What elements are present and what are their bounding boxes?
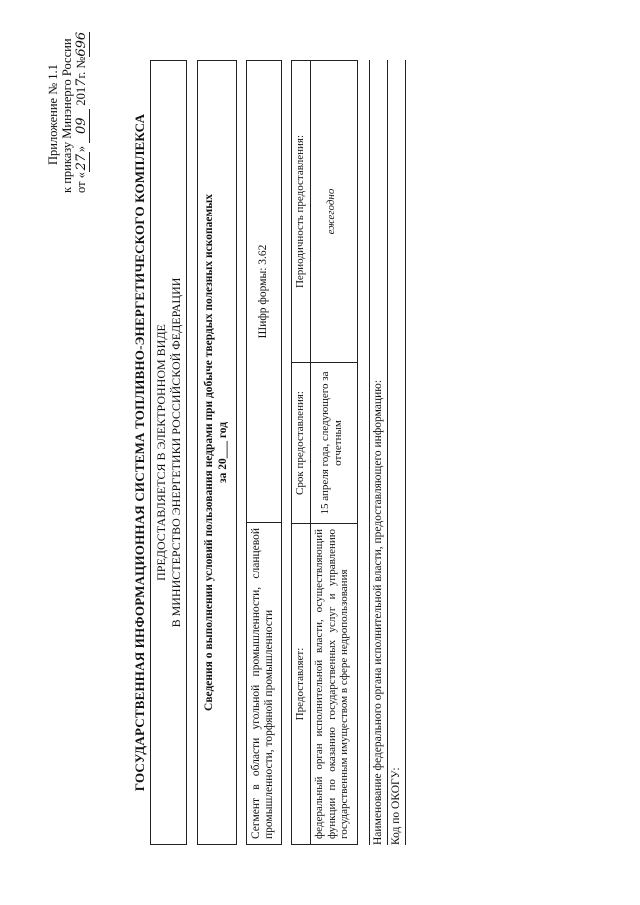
table-header-row xyxy=(292,61,311,845)
cell-provider: федеральный орган исполнительной власти, осуществляющий функции по оказанию государственных услуг и управлению государственным имуществом в сфере недропользования xyxy=(311,524,358,845)
report-title-box xyxy=(197,60,237,845)
appendix-order: к приказу Минэнерго России xyxy=(60,38,74,193)
header-deadline: Срок предоставления: xyxy=(292,363,311,524)
bottom-divider xyxy=(405,60,406,845)
report-year: за 20___ год xyxy=(217,421,229,484)
segment-text: Сегмент в области угольной промышленности, сланцевой промышленности, торфяной промышленности xyxy=(247,522,281,844)
org-name-line xyxy=(369,60,384,845)
org-name-label: Наименование федерального органа исполнительной власти, предоставляющего информацию: xyxy=(372,379,384,845)
okogu-label: Код по ОКОГУ: xyxy=(390,767,402,845)
segment-box xyxy=(246,60,282,845)
header-provider: Предоставляет: xyxy=(292,524,311,845)
order-number: 696 xyxy=(74,31,89,57)
submission-table xyxy=(291,60,358,845)
submission-line-1: ПРЕДОСТАВЛЯЕТСЯ В ЭЛЕКТРОННОМ ВИДЕ xyxy=(154,324,168,581)
okogu-line xyxy=(387,60,402,845)
header-periodicity: Периодичность предоставления: xyxy=(292,61,311,363)
report-title: Сведения о выполнении условий пользования недрами при добыче твердых полезных ископаемых xyxy=(203,194,215,711)
date-year-digit: 7 xyxy=(74,78,89,87)
date-month: 09 xyxy=(75,109,90,143)
cell-periodicity: ежегодно xyxy=(311,61,358,363)
submission-box xyxy=(150,60,187,845)
appendix-number: Приложение № 1.1 xyxy=(46,64,60,165)
date-day: 27 xyxy=(74,153,89,171)
form-code: Шифр формы: 3.62 xyxy=(257,244,269,339)
cell-deadline: 15 апреля года, следующего за отчетным xyxy=(311,363,358,524)
appendix-header xyxy=(46,3,90,193)
page-title: ГОСУДАРСТВЕННАЯ ИНФОРМАЦИОННАЯ СИСТЕМА ТОПЛИВНО-ЭНЕРГЕТИЧЕСКОГО КОМПЛЕКСА xyxy=(132,113,147,792)
submission-line-2: В МИНИСТЕРСТВО ЭНЕРГЕТИКИ РОССИЙСКОЙ ФЕДЕРАЦИИ xyxy=(169,277,183,628)
appendix-date: от «27» 09 2017г. №696 xyxy=(74,31,89,193)
table-row xyxy=(311,61,358,845)
